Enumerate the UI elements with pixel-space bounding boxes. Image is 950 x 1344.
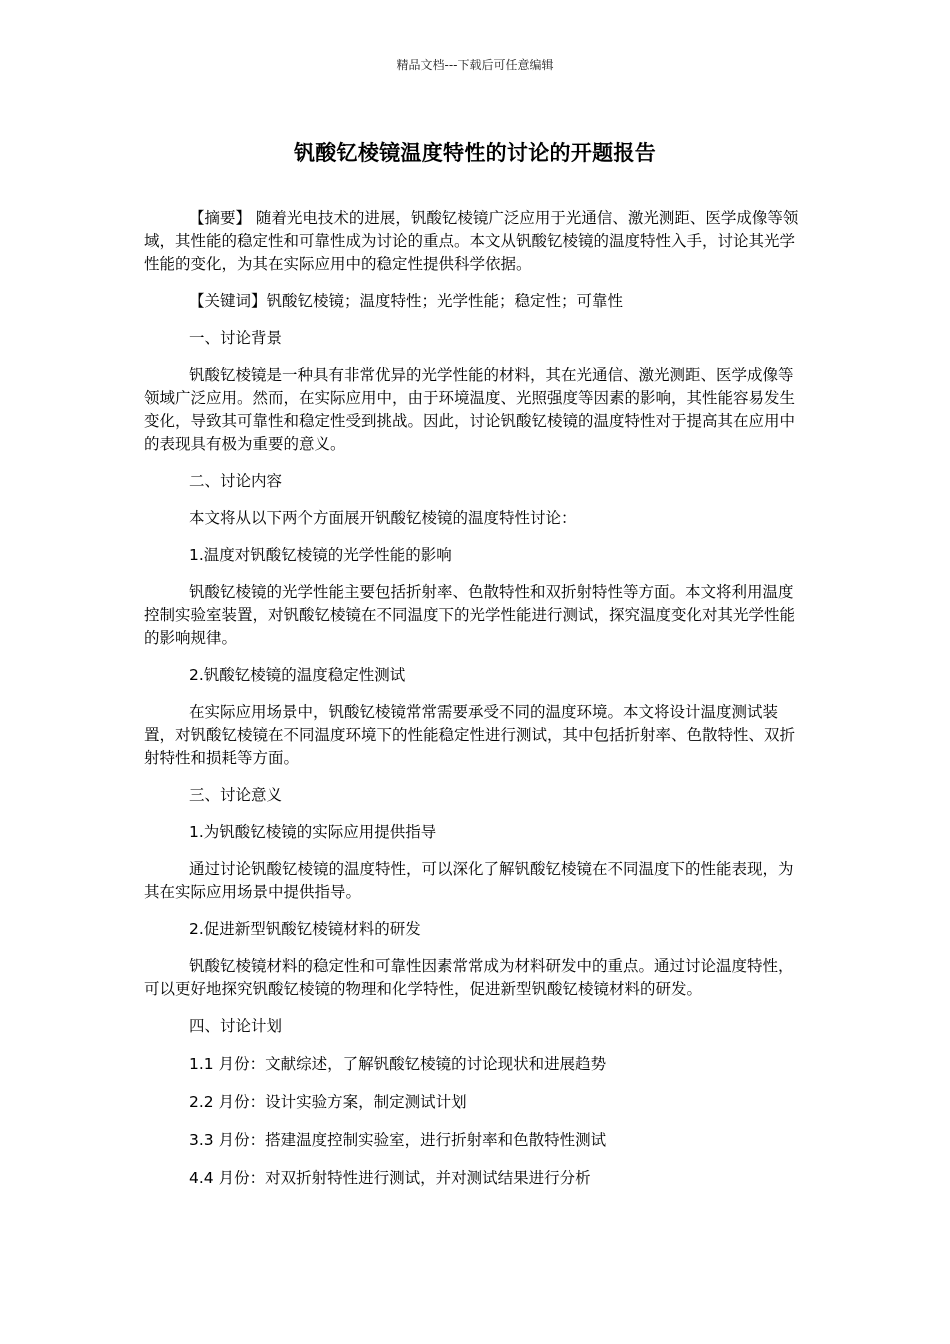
- keywords-paragraph: 【关键词】钒酸钇棱镜；温度特性；光学性能；稳定性；可靠性: [189, 292, 624, 310]
- section-heading-content: 二、讨论内容: [189, 472, 283, 490]
- material-development-paragraph: 钒酸钇棱镜材料的稳定性和可靠性因素常常成为材料研发中的重点。通过讨论温度特性，可以更好地探究钒酸钇棱镜的物理和化学特性，促进新型钒酸钇棱镜材料的研发。: [144, 957, 794, 998]
- content-intro-paragraph: 本文将从以下两个方面展开钒酸钇棱镜的温度特性讨论：: [189, 509, 577, 527]
- stability-test-paragraph: 在实际应用场景中，钒酸钇棱镜常常需要承受不同的温度环境。本文将设计温度测试装置，对钒酸钇棱镜在不同温度环境下的性能稳定性进行测试，其中包括折射率、色散特性、双折射特性和损耗等方面。: [144, 703, 796, 767]
- section-heading-background: 一、讨论背景: [189, 329, 283, 347]
- plan-item-4: 4.4 月份：对双折射特性进行测试，并对测试结果进行分析: [189, 1169, 591, 1187]
- subheading-material-development: 2.促进新型钒酸钇棱镜材料的研发: [189, 920, 421, 938]
- document-title: 钒酸钇棱镜温度特性的讨论的开题报告: [293, 141, 657, 165]
- optical-influence-paragraph: 钒酸钇棱镜的光学性能主要包括折射率、色散特性和双折射特性等方面。本文将利用温度控制实验室装置，对钒酸钇棱镜在不同温度下的光学性能进行测试，探究温度变化对其光学性能的影响规律。: [144, 583, 796, 647]
- page-header: 精品文档---下载后可任意编辑: [396, 58, 554, 72]
- plan-item-1: 1.1 月份：文献综述，了解钒酸钇棱镜的讨论现状和进展趋势: [189, 1055, 607, 1073]
- section-heading-plan: 四、讨论计划: [189, 1017, 283, 1035]
- subheading-stability-test: 2.钒酸钇棱镜的温度稳定性测试: [189, 666, 406, 684]
- application-guidance-paragraph: 通过讨论钒酸钇棱镜的温度特性，可以深化了解钒酸钇棱镜在不同温度下的性能表现，为其在实际应用场景中提供指导。: [144, 860, 794, 901]
- background-paragraph: 钒酸钇棱镜是一种具有非常优异的光学性能的材料，其在光通信、激光测距、医学成像等领域广泛应用。然而，在实际应用中，由于环境温度、光照强度等因素的影响，其性能容易发生变化，导致其可靠性和稳定性受到挑战。因此，讨论钒酸钇棱镜的温度特性对于提高其在应用中的表现具有极为重要的意义。: [144, 366, 796, 453]
- subheading-optical-influence: 1.温度对钒酸钇棱镜的光学性能的影响: [189, 546, 452, 564]
- subheading-application-guidance: 1.为钒酸钇棱镜的实际应用提供指导: [189, 823, 437, 841]
- section-heading-significance: 三、讨论意义: [189, 786, 283, 804]
- plan-item-3: 3.3 月份：搭建温度控制实验室，进行折射率和色散特性测试: [189, 1131, 607, 1149]
- document-body: [144, 207, 806, 1205]
- abstract-paragraph: 【摘要】 随着光电技术的进展，钒酸钇棱镜广泛应用于光通信、激光测距、医学成像等领域，其性能的稳定性和可靠性成为讨论的重点。本文从钒酸钇棱镜的温度特性入手，讨论其光学性能的变化，为其在实际应用中的稳定性提供科学依据。: [144, 209, 799, 273]
- plan-item-2: 2.2 月份：设计实验方案，制定测试计划: [189, 1093, 467, 1111]
